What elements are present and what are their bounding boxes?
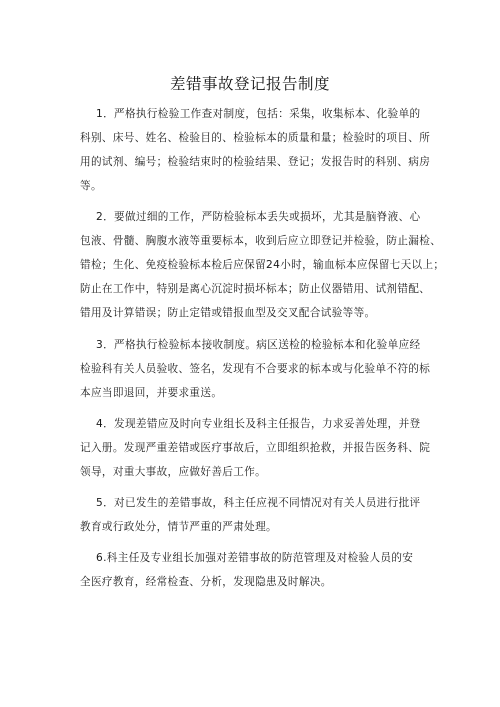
paragraph-line: 包液、骨髓、胸腹水液等重要标本，收到后应立即登记并检验，防止漏检、: [80, 235, 442, 247]
paragraph-line: 3．严格执行检验标本接收制度。病区送检的检验标本和化验单应经: [96, 339, 421, 351]
document-title: 差错事故登记报告制度: [169, 75, 330, 93]
paragraph-line: 教育或行政处分，情节严重的严肃处理。: [80, 521, 277, 533]
paragraph-line: 6.科主任及专业组长加强对差错事故的防范管理及对检验人员的安: [96, 552, 414, 564]
paragraph-line: 4．发现差错应及时向专业组长及科主任报告，力求妥善处理，并登: [96, 418, 421, 430]
paragraph-line: 1．严格执行检验工作查对制度，包括：采集，收集标本、化验单的: [96, 108, 421, 120]
paragraph-line: 5．对已发生的差错事故，科主任应视不同情况对有关人员进行批评: [96, 497, 421, 509]
paragraph-line: 本应当即退回，并要求重送。: [80, 387, 223, 399]
paragraph-line: 检验科有关人员验收、签名，发现有不合要求的标本或与化验单不符的标: [80, 363, 431, 375]
paragraph-line: 记入册。发现严重差错或医疗事故后，立即组织抢救，并报告医务科、院: [80, 442, 431, 454]
paragraph-line: 错检；生化、免疫检验标本检后应保留24小时，输血标本应保留七天以上；: [80, 259, 445, 271]
paragraph-line: 全医疗教育，经常检查、分析，发现隐患及时解决。: [80, 576, 332, 588]
paragraph-line: 错用及计算错误；防止定错或错报血型及交叉配合试验等等。: [80, 307, 376, 319]
paragraph-line: 2．要做过细的工作，严防检验标本丢失或损坏，尤其是脑脊液、心: [96, 211, 421, 223]
paragraph-line: 防止在工作中，特别是离心沉淀时损坏标本；防止仪器错用、试剂错配、: [80, 283, 431, 295]
paragraph-line: 领导，对重大事故，应做好善后工作。: [80, 466, 267, 478]
paragraph-line: 用的试剂、编号；检验结束时的检验结果、登记；发报告时的科别、病房: [80, 156, 431, 168]
paragraph-line: 等。: [80, 180, 102, 192]
paragraph-line: 科别、床号、姓名、检验目的、检验标本的质量和量；检验时的项目、所: [80, 132, 431, 144]
